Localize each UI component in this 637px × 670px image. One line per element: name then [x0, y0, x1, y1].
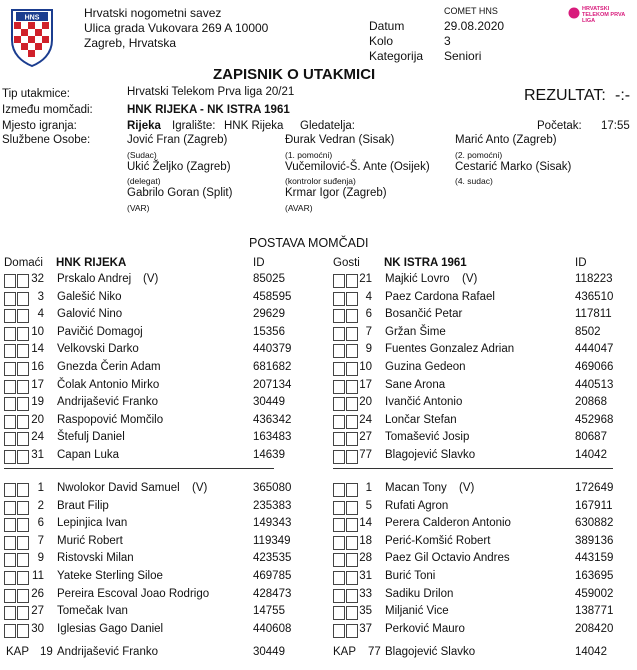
- sponsor-text: HRVATSKI TELEKOM PRVA LIGA: [582, 6, 625, 24]
- hns-logo: [8, 6, 56, 68]
- player-checkbox[interactable]: [4, 415, 16, 429]
- federation-address: Ulica grada Vukovara 269 A 10000: [84, 21, 269, 35]
- player-number: 6: [365, 308, 372, 321]
- player-id: 119349: [253, 534, 291, 547]
- player-name: Galović Nino: [57, 308, 123, 321]
- player-number: 77: [359, 449, 372, 461]
- player-name: Tomašević Josip: [385, 431, 470, 444]
- goalkeeper-tag: (V): [462, 273, 478, 285]
- player-number: 20: [31, 413, 44, 426]
- player-number: 11: [32, 570, 44, 582]
- official-role: (Sudac): [127, 150, 157, 160]
- player-name: Perić-Komšić Robert: [385, 534, 491, 547]
- player-checkbox[interactable]: [4, 309, 16, 323]
- player-name: Iglesias Gago Daniel: [57, 622, 164, 635]
- player-checkbox[interactable]: [333, 450, 345, 464]
- player-id: 235383: [253, 499, 292, 512]
- player-number: 3: [37, 290, 44, 303]
- player-number: 32: [31, 273, 44, 285]
- player-id: 117811: [575, 308, 612, 321]
- player-number: 33: [359, 587, 372, 600]
- player-id: 423535: [253, 552, 292, 565]
- result-label: REZULTAT:: [524, 87, 606, 104]
- player-id: 436510: [575, 290, 614, 303]
- tip-value: Hrvatski Telekom Prva liga 20/21: [127, 86, 295, 98]
- player-id: 681682: [253, 361, 292, 373]
- player-checkbox[interactable]: [333, 397, 345, 411]
- player-number: 20: [359, 396, 372, 409]
- player-name: Perković Mauro: [385, 622, 465, 635]
- system-label: COMET HNS: [444, 6, 498, 16]
- player-number: 19: [31, 396, 44, 409]
- player-name: Velkovski Darko: [57, 343, 139, 356]
- official-name: Cestarić Marko (Sisak): [455, 161, 572, 173]
- player-number: 5: [365, 499, 372, 512]
- player-number: 27: [31, 605, 44, 618]
- player-id: 85025: [253, 273, 285, 285]
- player-number: 6: [37, 517, 44, 530]
- federation-name: Hrvatski nogometni savez: [84, 6, 222, 20]
- player-name: Lončar Stefan: [385, 413, 457, 426]
- player-checkbox[interactable]: [333, 483, 345, 497]
- player-id: 365080: [253, 482, 292, 494]
- away-team-name: NK ISTRA 1961: [384, 257, 467, 269]
- player-id: 452968: [575, 413, 614, 426]
- player-checkbox[interactable]: [4, 362, 16, 376]
- result-value: -:-: [615, 87, 631, 104]
- player-name: Ristovski Milan: [57, 552, 134, 565]
- svg-text:HNS: HNS: [24, 14, 40, 22]
- player-name: Pavičić Domagoj: [57, 325, 143, 338]
- official-name: Ukić Željko (Zagreb): [127, 161, 231, 173]
- player-number: 35: [359, 605, 372, 618]
- player-checkbox[interactable]: [333, 501, 345, 515]
- official-role: (1. pomoćni): [285, 150, 333, 160]
- player-id: 14755: [253, 605, 285, 618]
- player-number: 27: [359, 431, 372, 444]
- player-name: Macan Tony: [385, 482, 447, 494]
- datum-label: Datum: [369, 19, 405, 33]
- player-id: 440608: [253, 622, 292, 635]
- player-checkbox[interactable]: [333, 309, 345, 323]
- player-checkbox[interactable]: [4, 327, 16, 341]
- official-name: Jović Fran (Zagreb): [127, 134, 228, 146]
- player-name: Sadiku Drilon: [385, 587, 454, 600]
- player-number: 14: [31, 343, 44, 356]
- player-id: 440379: [253, 343, 292, 356]
- kategorija-value: Seniori: [444, 49, 482, 63]
- official-role: (delegat): [127, 176, 161, 186]
- player-checkbox[interactable]: [4, 450, 16, 464]
- player-id: 138771: [575, 605, 614, 618]
- player-id: 469066: [575, 361, 614, 373]
- place-label: Mjesto igranja:: [2, 120, 77, 132]
- player-checkbox[interactable]: [4, 624, 16, 638]
- player-number: 1: [37, 482, 44, 494]
- home-side-label: Domaći: [4, 257, 43, 269]
- home-team-name: HNK RIJEKA: [56, 257, 127, 269]
- player-checkbox[interactable]: [4, 274, 16, 288]
- start-value: 17:55: [601, 120, 630, 132]
- player-name: Ivančić Antonio: [385, 396, 463, 409]
- kolo-label: Kolo: [369, 34, 394, 48]
- player-checkbox[interactable]: [333, 432, 345, 446]
- player-checkbox[interactable]: [333, 624, 345, 638]
- player-id: 163483: [253, 431, 292, 444]
- player-number: 26: [31, 587, 44, 600]
- player-number: 37: [359, 622, 372, 635]
- player-number: 16: [31, 361, 44, 373]
- official-name: Marić Anto (Zagreb): [455, 134, 557, 146]
- lineup-title: POSTAVA MOMČADI: [249, 236, 369, 250]
- player-id: 80687: [575, 431, 607, 444]
- federation-city: Zagreb, Hrvatska: [84, 36, 177, 50]
- player-checkbox[interactable]: [4, 483, 16, 497]
- ground-value: HNK Rijeka: [224, 120, 284, 132]
- player-number: 31: [31, 449, 44, 461]
- player-id: 208420: [575, 622, 614, 635]
- player-id: 118223: [575, 273, 613, 285]
- player-name: Rufati Agron: [385, 499, 449, 512]
- goalkeeper-tag: (V): [459, 482, 475, 494]
- player-number: 2: [37, 499, 44, 512]
- player-number: 7: [365, 325, 372, 338]
- player-checkbox[interactable]: [333, 344, 345, 358]
- player-checkbox[interactable]: [4, 501, 16, 515]
- player-checkbox[interactable]: [333, 553, 345, 567]
- official-role: (AVAR): [285, 203, 313, 213]
- player-checkbox[interactable]: [4, 553, 16, 567]
- player-name: Capan Luka: [57, 449, 120, 461]
- player-number: 17: [359, 378, 372, 391]
- player-name: Blagojević Slavko: [385, 449, 476, 461]
- player-number: 31: [359, 570, 372, 582]
- player-checkbox[interactable]: [333, 536, 345, 550]
- player-id: 30449: [253, 396, 285, 409]
- player-number: 9: [37, 552, 44, 565]
- player-name: Burić Toni: [385, 570, 436, 582]
- player-number: 21: [359, 273, 372, 285]
- sponsor-mark-icon: [568, 7, 580, 19]
- player-name: Pereira Escoval Joao Rodrigo: [57, 587, 210, 600]
- player-id: 149343: [253, 517, 292, 530]
- player-id: 163695: [575, 570, 614, 582]
- report-title: ZAPISNIK O UTAKMICI: [213, 66, 376, 83]
- official-role: (kontrolor suđenja): [285, 176, 356, 186]
- player-checkbox[interactable]: [333, 606, 345, 620]
- away-captain-number: 77: [368, 646, 381, 658]
- home-captain-name: Andrijašević Franko: [57, 646, 158, 658]
- player-checkbox[interactable]: [4, 518, 16, 532]
- player-checkbox[interactable]: [333, 327, 345, 341]
- player-name: Galešić Niko: [57, 290, 122, 303]
- player-number: 7: [37, 534, 44, 547]
- player-checkbox[interactable]: [4, 344, 16, 358]
- player-checkbox[interactable]: [4, 380, 16, 394]
- official-name: Krmar Igor (Zagreb): [285, 187, 387, 199]
- player-checkbox[interactable]: [333, 362, 345, 376]
- player-id: 167911: [575, 499, 613, 512]
- player-name: Gržan Šime: [385, 325, 446, 338]
- player-checkbox[interactable]: [333, 518, 345, 532]
- player-id: 172649: [575, 482, 614, 494]
- player-number: 24: [31, 431, 44, 444]
- player-name: Andrijašević Franko: [57, 396, 158, 409]
- player-checkbox[interactable]: [4, 536, 16, 550]
- player-name: Štefulj Daniel: [57, 431, 125, 444]
- home-divider: [4, 468, 274, 469]
- away-captain-label: KAP: [333, 646, 357, 658]
- goalkeeper-tag: (V): [143, 273, 159, 285]
- official-name: Vučemilović-Š. Ante (Osijek): [285, 161, 430, 173]
- player-number: 10: [31, 325, 44, 338]
- officials-label: Službene Osobe:: [2, 134, 91, 146]
- player-id: 15356: [253, 325, 285, 338]
- player-id: 630882: [575, 517, 614, 530]
- official-name: Gabrilo Goran (Split): [127, 187, 233, 199]
- player-name: Tomečak Ivan: [57, 605, 128, 618]
- player-name: Murić Robert: [57, 534, 123, 547]
- official-role: (4. sudac): [455, 176, 493, 186]
- teams-label: Između momčadi:: [2, 104, 93, 116]
- start-label: Početak:: [537, 120, 582, 132]
- player-name: Majkić Lovro: [385, 273, 450, 285]
- away-divider: [333, 468, 613, 469]
- player-name: Miljanić Vice: [385, 605, 449, 618]
- official-role: (VAR): [127, 203, 150, 213]
- player-id: 8502: [575, 325, 601, 338]
- player-checkbox[interactable]: [4, 292, 16, 306]
- official-name: Đurak Vedran (Sisak): [285, 134, 395, 146]
- kategorija-label: Kategorija: [369, 49, 424, 63]
- player-checkbox[interactable]: [333, 589, 345, 603]
- datum-value: 29.08.2020: [444, 19, 505, 33]
- player-id: 436342: [253, 413, 292, 426]
- player-name: Braut Filip: [57, 499, 109, 512]
- home-id-header: ID: [253, 257, 265, 269]
- player-checkbox[interactable]: [333, 274, 345, 288]
- away-captain-name: Blagojević Slavko: [385, 646, 476, 658]
- player-id: 389136: [575, 534, 614, 547]
- place-value: Rijeka: [127, 120, 161, 132]
- ground-label: Igralište:: [172, 120, 216, 132]
- player-name: Guzina Gedeon: [385, 361, 466, 373]
- away-captain-id: 14042: [575, 646, 607, 658]
- player-number: 24: [359, 413, 372, 426]
- player-checkbox[interactable]: [333, 292, 345, 306]
- away-side-label: Gosti: [333, 257, 360, 269]
- player-id: 458595: [253, 290, 292, 303]
- player-checkbox[interactable]: [4, 589, 16, 603]
- player-number: 30: [31, 622, 44, 635]
- player-id: 14042: [575, 449, 607, 461]
- player-number: 9: [365, 343, 372, 356]
- player-name: Čolak Antonio Mirko: [57, 378, 160, 391]
- player-number: 1: [365, 482, 372, 494]
- player-name: Prskalo Andrej: [57, 273, 132, 285]
- player-number: 10: [359, 361, 372, 373]
- player-name: Raspopović Momčilo: [57, 413, 164, 426]
- player-checkbox[interactable]: [4, 397, 16, 411]
- player-checkbox[interactable]: [333, 571, 345, 585]
- kolo-value: 3: [444, 34, 451, 48]
- player-id: 469785: [253, 570, 292, 582]
- player-name: Paez Cardona Rafael: [385, 290, 495, 303]
- player-name: Perera Calderon Antonio: [385, 517, 511, 530]
- tip-label: Tip utakmice:: [2, 88, 70, 100]
- player-number: 4: [365, 290, 372, 303]
- player-number: 28: [359, 552, 372, 565]
- player-checkbox[interactable]: [333, 380, 345, 394]
- goalkeeper-tag: (V): [192, 482, 208, 494]
- player-id: 207134: [253, 378, 292, 391]
- player-id: 428473: [253, 587, 292, 600]
- player-name: Nwolokor David Samuel: [57, 482, 180, 494]
- home-captain-label: KAP: [6, 646, 30, 658]
- player-name: Sane Arona: [385, 378, 446, 391]
- player-name: Paez Gil Octavio Andres: [385, 552, 510, 565]
- spectators-label: Gledatelja:: [300, 120, 355, 132]
- player-checkbox[interactable]: [4, 432, 16, 446]
- player-name: Fuentes Gonzalez Adrian: [385, 343, 515, 356]
- player-checkbox[interactable]: [4, 571, 16, 585]
- player-id: 444047: [575, 343, 614, 356]
- home-captain-number: 19: [40, 646, 53, 658]
- player-name: Gnezda Čerin Adam: [57, 361, 161, 373]
- player-name: Bosančić Petar: [385, 308, 463, 321]
- player-number: 4: [37, 308, 44, 321]
- player-checkbox[interactable]: [333, 415, 345, 429]
- player-number: 18: [359, 534, 372, 547]
- player-name: Yateke Sterling Siloe: [57, 570, 163, 582]
- away-id-header: ID: [575, 257, 587, 269]
- player-id: 440513: [575, 378, 614, 391]
- player-number: 14: [359, 517, 372, 530]
- player-number: 17: [31, 378, 44, 391]
- player-id: 20868: [575, 396, 607, 409]
- home-captain-id: 30449: [253, 646, 285, 658]
- player-id: 443159: [575, 552, 614, 565]
- player-checkbox[interactable]: [4, 606, 16, 620]
- player-id: 459002: [575, 587, 614, 600]
- player-name: Lepinjica Ivan: [57, 517, 128, 530]
- player-id: 29629: [253, 308, 285, 321]
- sponsor-logo: [568, 6, 630, 22]
- official-role: (2. pomoćni): [455, 150, 503, 160]
- player-id: 14639: [253, 449, 285, 461]
- teams-value: HNK RIJEKA - NK ISTRA 1961: [127, 104, 290, 116]
